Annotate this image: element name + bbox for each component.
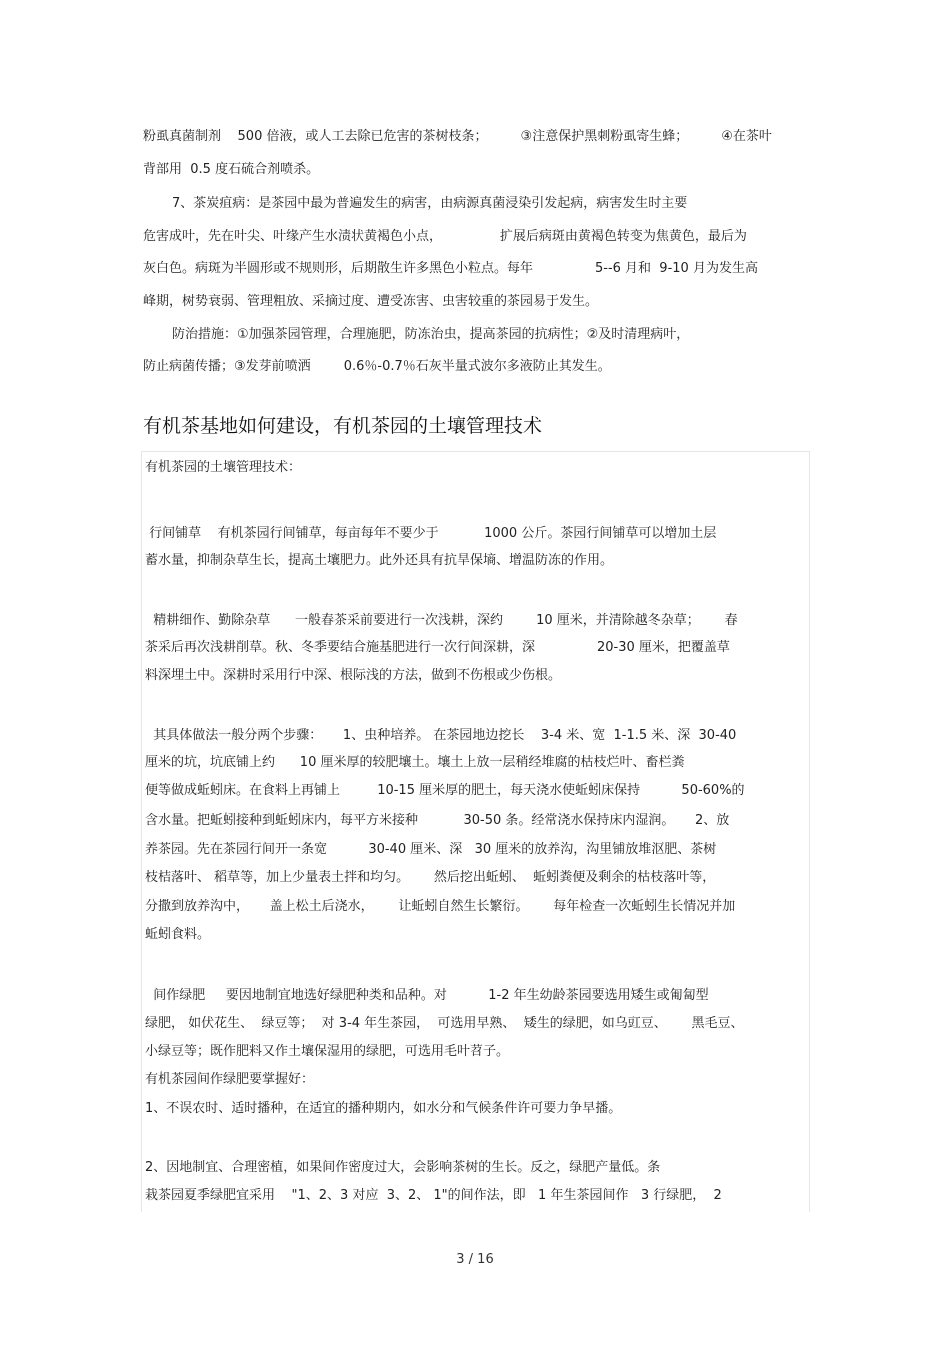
text-line: 7、茶炭疽病：是茶园中最为普遍发生的病害，由病源真菌浸染引发起病，病害发生时主要 <box>172 196 688 211</box>
text-line: 防止病菌传播；③发芽前喷洒 0.6％-0.7％石灰半量式波尔多液防止其发生。 <box>143 359 611 374</box>
box-line: 有机茶园间作绿肥要掌握好： <box>145 1072 315 1087</box>
box-line: 便等做成蚯蚓床。在食料上再铺上 10-15 厘米厚的肥土，每天浇水使蚯蚓床保持 50-60%的 <box>145 783 745 798</box>
box-line: 1、不误农时、适时播种，在适宜的播种期内，如水分和气候条件许可要力争早播。 <box>145 1101 622 1116</box>
section-heading: 有机茶基地如何建设，有机茶园的土壤管理技术 <box>143 415 543 437</box>
box-line: 蚯蚓食料。 <box>145 927 211 942</box>
box-line: 厘米的坑，坑底铺上约 10 厘米厚的较肥壤土。壤土上放一层稍经堆腐的枯枝烂叶、畜栏粪 <box>145 755 685 770</box>
box-line: 料深埋土中。深耕时采用行中深、根际浅的方法，做到不伤根或少伤根。 <box>145 668 562 683</box>
box-line: 精耕细作、勤除杂草 一般春茶采前要进行一次浅耕，深约 10 厘米，并清除越冬杂草； 春 <box>145 613 738 628</box>
box-line: 行间铺草 有机茶园行间铺草，每亩每年不要少于 1000 公斤。茶园行间铺草可以增加土层 <box>145 526 717 541</box>
box-line: 有机茶园的土壤管理技术： <box>145 460 302 475</box>
box-line: 其具体做法一般分两个步骤： 1、虫种培养。 在茶园地边挖长 3-4 米、宽 1-1.5 米、深 30-40 <box>145 728 737 743</box>
box-line: 2、因地制宜、合理密植，如果间作密度过大，会影响茶树的生长。反之，绿肥产量低。条 <box>145 1160 661 1175</box>
box-line: 分撒到放养沟中， 盖上松土后浇水， 让蚯蚓自然生长繁衍。 每年检查一次蚯蚓生长情况并加 <box>145 899 736 914</box>
text-line: 峰期，树势衰弱、管理粗放、采摘过度、遭受冻害、虫害较重的茶园易于发生。 <box>143 294 599 309</box>
box-line: 养茶园。先在茶园行间开一条宽 30-40 厘米、深 30 厘米的放养沟，沟里铺放堆沤肥、茶树 <box>145 842 717 857</box>
box-line: 小绿豆等；既作肥料又作土壤保湿用的绿肥，可选用毛叶苕子。 <box>145 1044 510 1059</box>
page-number: 3 / 16 <box>456 1252 494 1267</box>
box-line: 茶采后再次浅耕削草。秋、冬季要结合施基肥进行一次行间深耕，深 20-30 厘米，把覆盖草 <box>145 640 730 655</box>
text-line: 防治措施：①加强茶园管理，合理施肥，防冻治虫，提高茶园的抗病性；②及时清理病叶， <box>172 327 690 342</box>
text-line: 背部用 0.5 度石硫合剂喷杀。 <box>143 162 320 177</box>
text-line: 危害成叶，先在叶尖、叶缘产生水渍状黄褐色小点， 扩展后病斑由黄褐色转变为焦黄色，最后为 <box>143 229 747 244</box>
box-line: 含水量。把蚯蚓接种到蚯蚓床内，每平方米接种 30-50 条。经常浇水保持床内湿润。 2、放 <box>145 813 730 828</box>
box-line: 栽茶园夏季绿肥宜采用 "1、2、3 对应 3、2、 1"的间作法，即 1 年生茶园间作 3 行绿肥， 2 <box>145 1188 722 1203</box>
text-line: 灰白色。病斑为半圆形或不规则形，后期散生许多黑色小粒点。每年 5--6 月和 9-10 月为发生高 <box>143 261 758 276</box>
box-line: 绿肥， 如伏花生、 绿豆等； 对 3-4 年生茶园， 可选用早熟、 矮生的绿肥，如乌豇豆、 黑毛豆、 <box>145 1016 744 1031</box>
box-line: 间作绿肥 要因地制宜地选好绿肥种类和品种。对 1-2 年生幼龄茶园要选用矮生或匍匐型 <box>145 988 709 1003</box>
box-line: 蓄水量，抑制杂草生长，提高土壤肥力。此外还具有抗旱保墒、增温防冻的作用。 <box>145 553 614 568</box>
text-line: 粉虱真菌制剂 500 倍液，或人工去除已危害的茶树枝条； ③注意保护黑刺粉虱寄生蜂； ④在茶叶 <box>143 129 772 144</box>
box-line: 枝桔落叶、 稻草等，加上少量表土拌和均匀。 然后挖出蚯蚓、 蚯蚓粪便及剩余的枯枝落叶等， <box>145 870 716 885</box>
